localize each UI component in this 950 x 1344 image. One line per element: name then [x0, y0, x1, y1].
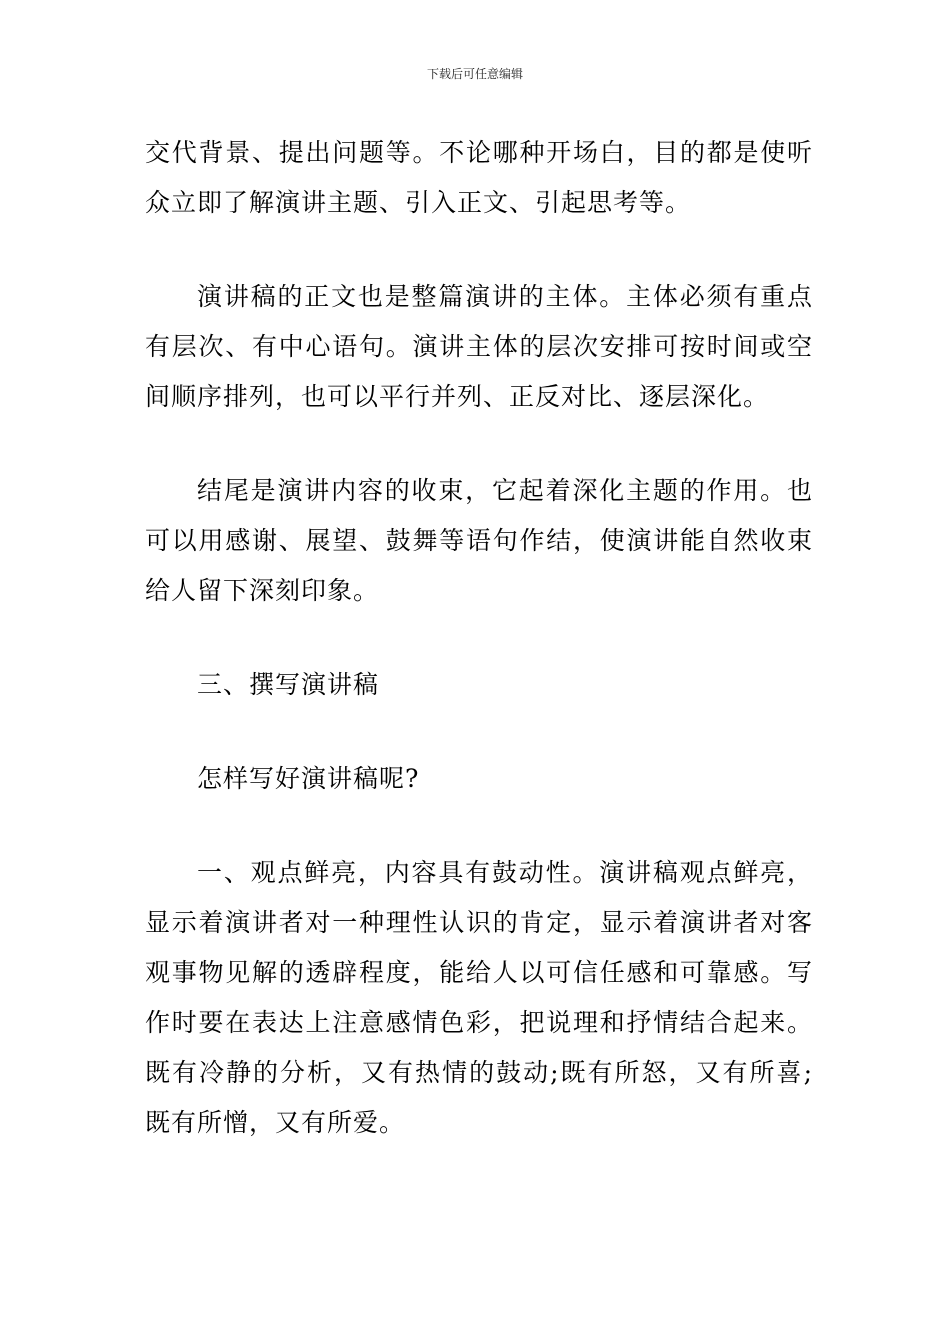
- paragraph-opening-continuation: 交代背景、提出问题等。不论哪种开场白，目的都是使听众立即了解演讲主题、引入正文、引起思考等。: [145, 138, 813, 217]
- paragraph-gap: [145, 616, 813, 660]
- paragraph-main-body: 演讲稿的正文也是整篇演讲的主体。主体必须有重点有层次、有中心语句。演讲主体的层次安排可按时间或空间顺序排列，也可以平行并列、正反对比、逐层深化。: [145, 282, 813, 411]
- question-paragraph: 怎样写好演讲稿呢?: [197, 764, 420, 793]
- paragraph-gap: [145, 710, 813, 754]
- paragraph-ending: 结尾是演讲内容的收束，它起着深化主题的作用。也可以用感谢、展望、鼓舞等语句作结，使演讲能自然收束给人留下深刻印象。: [145, 476, 813, 605]
- paragraph-gap: [145, 804, 813, 848]
- page-header: 下载后可任意编辑: [426, 67, 523, 81]
- paragraph-point-one: 一、观点鲜亮，内容具有鼓动性。演讲稿观点鲜亮，显示着演讲者对一种理性认识的肯定，显示着演讲者对客观事物见解的透辟程度，能给人以可信任感和可靠感。写作时要在表达上注意感情色彩，把说理和抒情结合起来。既有冷静的分析，又有热情的鼓动;既有所怒，又有所喜;既有所憎，又有所爱。: [145, 858, 813, 1137]
- document-body: [145, 128, 813, 1148]
- paragraph-gap: [145, 228, 813, 272]
- section-heading: 三、撰写演讲稿: [197, 670, 380, 699]
- paragraph-gap: [145, 422, 813, 466]
